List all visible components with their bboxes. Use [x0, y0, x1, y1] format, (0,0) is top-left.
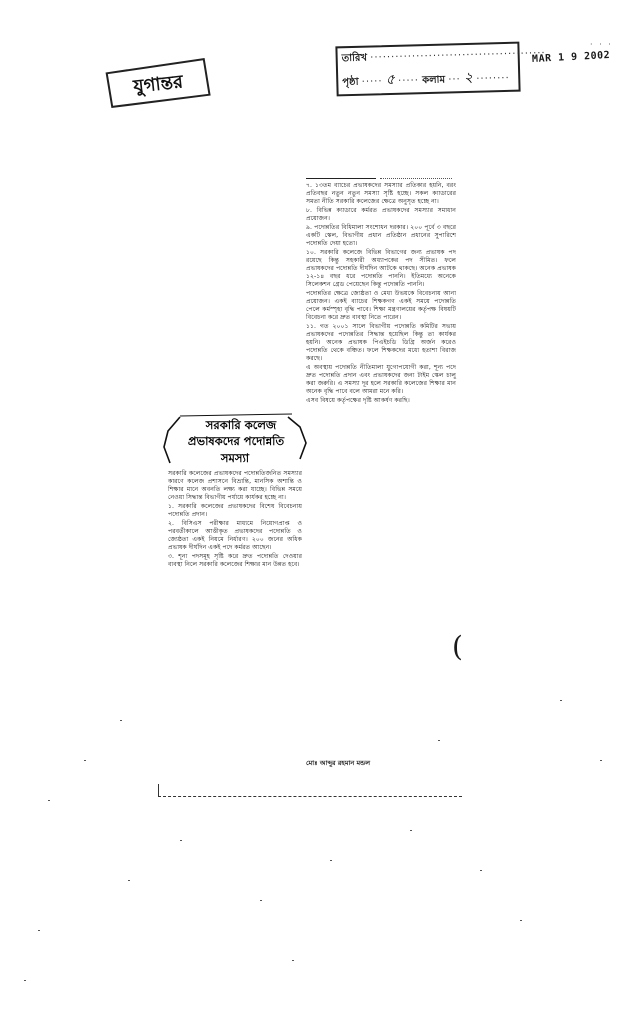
page-number: ৫	[385, 71, 396, 89]
article-paragraph: এসব বিষয়ে কর্তৃপক্ষের দৃষ্টি আকর্ষণ করছি।	[306, 396, 410, 404]
clipping-info-box	[335, 42, 546, 97]
cut-mark	[158, 784, 159, 796]
clipping-bottom-dashed-rule	[158, 796, 462, 797]
article-paragraph: ৮. বিভিন্ন ক্যাডারে কর্মরত প্রভাষকদের সমস্যার সমাধান প্রয়োজন।	[306, 206, 456, 222]
column-label: কলাম	[422, 74, 446, 87]
headline-line-3: সমস্যা	[220, 451, 250, 465]
article-paragraph: ৩. শূন্য পদসমূহ সৃষ্টি করে দ্রুত পদোন্নতি দেওয়ার ব্যবস্থা নিলে সরকারি কলেজের শিক্ষার মান উন্নত হবে।	[168, 552, 302, 568]
letter-signature: মোঃ আব্দুর রহমান মন্ডল	[306, 759, 371, 767]
article-paragraph: ২. বিসিএস পরীক্ষার মাধ্যমে নিয়োগপ্রাপ্ত ও পরবর্তীকালে আত্তীকৃত প্রভাষকদের পদোন্নতি ও জ্যেষ্ঠতা একই নিয়মে নির্ধারণ। ২০০ জনের অধিক প্রভাষক দীর্ঘদিন একই পদে কর্মরত আছেন।	[168, 519, 302, 552]
date-row	[341, 46, 546, 68]
date-fill-dots: ··········································	[370, 47, 546, 64]
article-paragraph: ৭. ১৩তম ব্যাচের প্রভাষকদের সমস্যার প্রতিকার হয়নি, বরং প্রতিবছর নতুন নতুন সমস্যা সৃষ্টি হচ্ছে। সকল ক্যাডারের সমতা নীতি সরকারি কলেজের ক্ষেত্রে অনুসৃত হচ্ছে না।	[306, 182, 456, 206]
page-label: পৃষ্ঠা	[342, 76, 359, 89]
received-date-stamp: MAR 1 9 2002	[531, 49, 611, 66]
date-label: তারিখ	[341, 52, 368, 65]
newspaper-masthead-stamp	[102, 56, 214, 109]
column-number: ২	[463, 69, 474, 87]
corner-scan-marks: · · ·	[590, 40, 613, 49]
article-paragraph: ১১. গত ২০০১ সালে বিভাগীয় পদোন্নতি কমিটির সভায় প্রভাষকদের পদোন্নতির সিদ্ধান্ত হয়েছিল কিন্তু তা কার্যকর হয়নি। অনেক প্রভাষক পিএইচডি ডিগ্রি অর্জন করেও পদোন্নতি থেকে বঞ্চিত। ফলে শিক্ষকদের মধ্যে হতাশা বিরাজ করছে।	[306, 322, 456, 362]
article-left-column	[168, 470, 302, 762]
article-paragraph: পদোন্নতির ক্ষেত্রে জ্যেষ্ঠতা ও মেধা উভয়কে বিবেচনায় আনা প্রয়োজন। একই ব্যাচের শিক্ষকগণ একই সময়ে পদোন্নতি পেলে কর্মস্পৃহা বৃদ্ধি পাবে। শিক্ষা মন্ত্রণালয়ের কর্তৃপক্ষ বিষয়টি বিবেচনা করে দ্রুত ব্যবস্থা নিতে পারেন।	[306, 289, 456, 321]
article-paragraph: ৯. পদোন্নতির বিধিমালা সংশোধন দরকার। ২০০ পূর্বে ৩ বছরে একটি স্কেল, বিভাগীয় প্রধান প্রতিষ্ঠান প্রধানের সুপারিশে পদোন্নতি দেয়া হতো।	[306, 223, 456, 247]
headline-line-1: সরকারি কলেজ	[205, 418, 277, 432]
closing-bracket-mark: (	[452, 630, 463, 663]
column-top-dotted-rule	[380, 178, 452, 179]
headline-line-2: প্রভাষকদের পদোন্নতি	[187, 434, 285, 448]
article-paragraph: এ অবস্থায় পদোন্নতি নীতিমালা যুগোপযোগী করা, শূন্য পদে দ্রুত পদোন্নতি প্রদান এবং প্রভাষকদের জন্য টাইম স্কেল চালু করা জরুরি। এ সমস্যা দূর হলে সরকারি কলেজের শিক্ষার মান অনেক বৃদ্ধি পাবে বলে আমরা মনে করি।	[306, 363, 456, 395]
article-paragraph: ১. সরকারি কলেজের প্রভাষকদের বিশেষ বিবেচনায় পদোন্নতি প্রদান।	[168, 502, 302, 519]
article-headline	[160, 413, 310, 465]
article-paragraph: সরকারি কলেজের প্রভাষকদের পদোন্নতিজনিত সমস্যার কারণে কলেজ প্রশাসনে বিভ্রান্তি, মানসিক অশান্তি ও শিক্ষার মানে অবনতি লক্ষ্য করা যাচ্ছে। বিভিন্ন সময়ে নেওয়া সিদ্ধান্ত বিভাগীয় পর্যায়ে কার্যকর হচ্ছে না।	[168, 470, 302, 502]
article-paragraph: ১০. সরকারি কলেজে বিভিন্ন বিভাগের জন্য প্রভাষক পদ রয়েছে কিন্তু সহকারী অধ্যাপকের পদ সীমিত। ফলে প্রভাষকদের পদোন্নতি দীর্ঘদিন আটকে থাকছে। অনেক প্রভাষক ১২-১৪ বছর ধরে পদোন্নতি পাননি। ইতিমধ্যে অনেকে সিলেকশন গ্রেড পেয়েছেন কিন্তু পদোন্নতি পাননি।	[306, 248, 456, 288]
article-right-column	[306, 182, 456, 760]
column-top-rule	[306, 178, 376, 179]
masthead-stamp-text: যুগান্তর	[132, 71, 184, 98]
page-column-row: পৃষ্ঠা ····· ৫ ····· কলাম ··· ২ ········	[342, 69, 510, 89]
